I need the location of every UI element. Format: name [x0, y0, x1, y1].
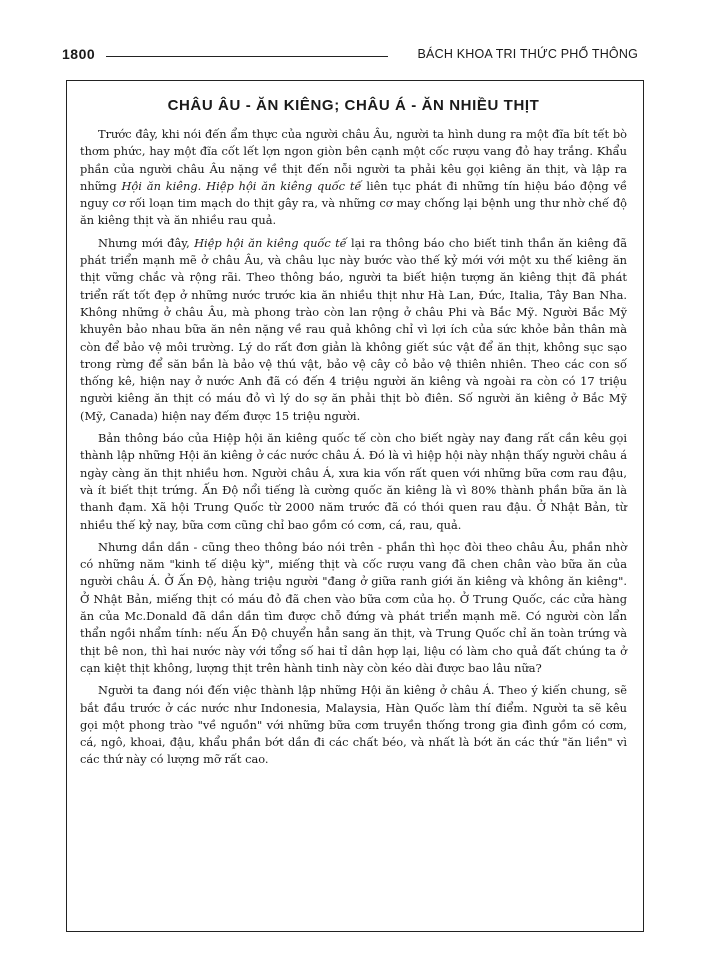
- paragraph-1-italic: Hội ăn kiêng. Hiệp hội ăn kiêng quốc tế: [121, 178, 362, 193]
- page-number: 1800: [62, 46, 96, 62]
- paragraph-1-text-c: liên tục phát đi những tín hiệu báo động về nguy cơ rối loạn tim mạch do thịt gây ra, và những cơ may chống lại bệnh ung thư nhờ chế độ ăn kiêng thịt và ăn nhiều rau quả.: [80, 178, 627, 228]
- page-header: [62, 46, 638, 68]
- paragraph-1-text-a: Trước đây, khi nói đến ẩm thực của người châu Âu, người ta hình dung ra một đĩa bít tết bò thơm phức, hay một đĩa cốt lết lợn ngon giòn bên cạnh một cốc rượu vang đỏ hay trắng. Khẩu phần của người châu Âu nặng về thịt đến nỗi người ta phải kêu gọi kiêng ăn thịt, và lập ra những: [80, 127, 627, 193]
- paragraph-4: Nhưng dần dần - cũng theo thông báo nói trên - phần thì học đòi theo châu Âu, phần nhờ có những năm "kinh tế diệu kỳ", miếng thịt và cốc rượu vang đã chen chân vào bữa ăn của người châu Á. Ở Ấn Độ, hàng triệu người "đang ở giữa ranh giới ăn kiêng và không ăn kiêng". Ở Nhật Bản, miếng thịt có máu đỏ đã chen vào bữa cơm của họ. Ở Trung Quốc, các cửa hàng ăn của Mc.Donald đã dần dần tìm được chỗ đứng và phát triển mạnh mẽ. Có người còn lẩn thẩn ngồi nhẩm tính: nếu Ấn Độ chuyển hẳn sang ăn thịt, và Trung Quốc chỉ ăn toàn trứng và thịt bê non, thì hai nước này với tổng số hai tỉ dân hợp lại, liệu có làm cho quả đất chúng ta ở cạn kiệt thịt không, lượng thịt trên hành tinh này còn kéo dài được bao lâu nữa?: [80, 539, 627, 675]
- header-rule: [106, 56, 388, 57]
- paragraph-2-text-a: Nhưng mới đây,: [98, 235, 195, 250]
- paragraph-3: Bản thông báo của Hiệp hội ăn kiêng quốc tế còn cho biết ngày nay đang rất cần kêu gọi thành lập những Hội ăn kiêng ở các nước châu Á. Đó là vì hiệp hội này nhận thấy người châu á ngày càng ăn thịt nhiều hơn. Người châu Á, xưa kia vốn rất quen với những bữa cơm rau đậu, và ít biết thịt trứng. Ấn Độ nổi tiếng là cường quốc ăn kiêng là vì 80% thành phần bữa ăn là thanh đạm. Xã hội Trung Quốc từ 2000 năm trước đã có thói quen rau đậu. Ở Nhật Bản, từ nhiều thế kỷ nay, bữa cơm cũng chỉ bao gồm có cơm, cá, rau, quả.: [80, 431, 627, 532]
- running-title: BÁCH KHOA TRI THỨC PHỔ THÔNG: [417, 47, 638, 61]
- paragraph-2-text-c: lại ra thông báo cho biết tinh thần ăn kiêng đã phát triển mạnh mẽ ở châu Âu, và châu lục này bước vào thế kỷ mới với một xu thế kiêng ăn thịt vững chắc và rộng rãi. Theo thông báo, người ta biết hiện tượng ăn kiêng thịt đã phát triển rất tốt đẹp ở những nước trước kia ăn nhiều thịt như Hà Lan, Đức, Italia, Tây Ban Nha. Không những ở châu Âu, mà phong trào còn lan rộng ở châu Phi và Bắc Mỹ. Người Bắc Mỹ khuyên bảo nhau bữa ăn nên nặng về rau quả không chỉ vì lợi ích của sức khỏe bản thân mà còn để bảo vệ môi trường. Lý do rất đơn giản là không giết súc vật để ăn thịt, không sục sạo trong rừng để săn bắn là bảo vệ thú vật, bảo vệ cây cỏ bảo vệ thiên nhiên. Theo các con số thống kê, hiện nay ở nước Anh đã có đến 4 triệu người ăn kiêng và ngoài ra còn có 17 triệu người kiêng ăn thịt có máu đỏ vì lý do sợ ăn phải thịt bò điên. Số người ăn kiêng ở Bắc Mỹ (Mỹ, Canada) hiện nay đếm được 15 triệu người.: [80, 235, 627, 423]
- article-title: CHÂU ÂU - ĂN KIÊNG; CHÂU Á - ĂN NHIỀU THỊT: [167, 97, 540, 114]
- paragraph-5: Người ta đang nói đến việc thành lập những Hội ăn kiêng ở châu Á. Theo ý kiến chung, sẽ bắt đầu trước ở các nước như Indonesia, Malaysia, Hàn Quốc làm thí điểm. Người ta sẽ kêu gọi một phong trào "về nguồn" với những bữa cơm truyền thống trong gia đình gồm có cơm, cá, ngô, khoai, đậu, khẩu phần bớt dần đi các chất béo, và nhất là bớt ăn các thứ "ăn liền" vì các thứ này có lượng mỡ rất cao.: [80, 683, 627, 767]
- paragraph-2-italic: Hiệp hội ăn kiêng quốc tế: [194, 235, 347, 250]
- paragraph-1: [80, 126, 627, 230]
- article-box: [66, 80, 644, 932]
- paragraph-2: [80, 235, 627, 425]
